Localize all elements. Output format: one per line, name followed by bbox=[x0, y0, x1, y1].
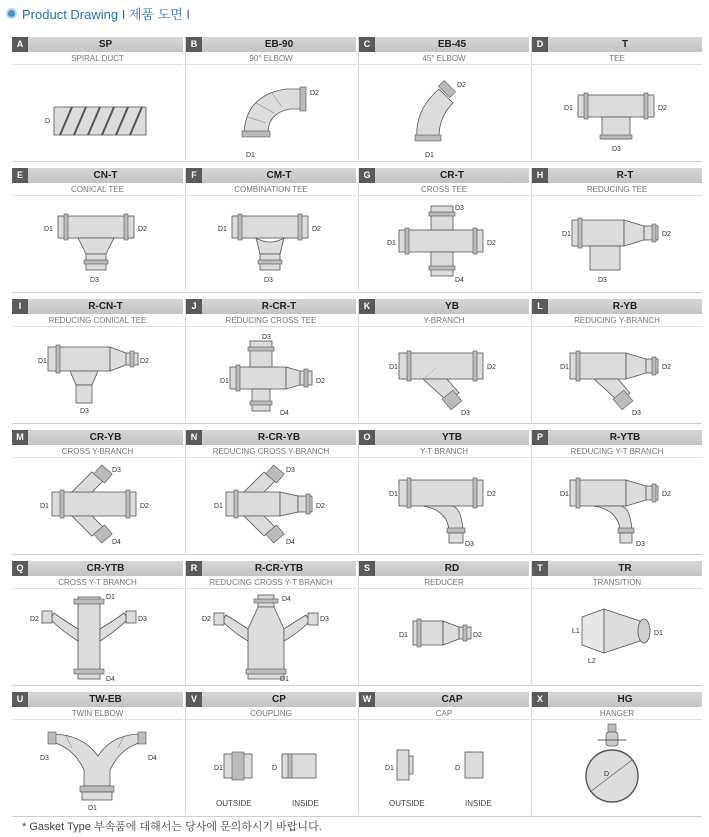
card-header bbox=[359, 299, 529, 314]
dim-label: D4 bbox=[455, 277, 464, 284]
card-subtitle: REDUCING CROSS TEE bbox=[186, 314, 356, 327]
card-header bbox=[359, 168, 529, 183]
product-card bbox=[185, 168, 356, 291]
card-header bbox=[186, 299, 356, 314]
card-code: R-CR-T bbox=[261, 301, 297, 312]
dim-label: D bbox=[455, 765, 461, 772]
drawing-svg bbox=[359, 196, 530, 291]
card-subtitle: REDUCING Y-T BRANCH bbox=[532, 445, 702, 458]
card-code: R-YB bbox=[612, 301, 638, 312]
dim-label: D2 bbox=[487, 240, 496, 247]
card-code: R-T bbox=[616, 170, 634, 181]
dim-label: D3 bbox=[40, 755, 49, 762]
caption-outside: OUTSIDE bbox=[216, 799, 252, 808]
card-subtitle: TRANSITION bbox=[532, 576, 702, 589]
card-letter: L bbox=[532, 299, 548, 314]
product-card bbox=[12, 430, 183, 553]
dim-label: D2 bbox=[662, 231, 671, 238]
dim-label: D3 bbox=[598, 277, 607, 284]
dim-label: D1 bbox=[389, 364, 398, 371]
card-subtitle: REDUCING CROSS Y-BRANCH bbox=[186, 445, 356, 458]
card-code: CR-YTB bbox=[86, 563, 125, 574]
product-card bbox=[12, 299, 183, 422]
dim-label: D2 bbox=[316, 503, 325, 510]
caption-inside: INSIDE bbox=[465, 799, 492, 808]
title-bullet-icon bbox=[6, 8, 17, 19]
product-row bbox=[12, 299, 702, 422]
card-subtitle: REDUCING TEE bbox=[532, 183, 702, 196]
card-code: CR-T bbox=[440, 170, 464, 181]
card-header bbox=[12, 692, 183, 707]
card-code: T bbox=[621, 39, 629, 50]
product-card bbox=[531, 430, 702, 553]
card-header bbox=[186, 168, 356, 183]
row-divider bbox=[12, 292, 702, 293]
dim-label: D3 bbox=[632, 410, 641, 417]
dim-label: D4 bbox=[280, 410, 289, 417]
drawing-svg bbox=[12, 196, 183, 291]
card-code: TW-EB bbox=[89, 694, 122, 705]
product-card bbox=[531, 168, 702, 291]
dim-label: D bbox=[45, 118, 51, 125]
card-letter: G bbox=[359, 168, 375, 183]
dim-label: L1 bbox=[572, 628, 580, 635]
dim-label: D3 bbox=[636, 541, 645, 548]
product-row bbox=[12, 37, 702, 160]
dim-label: D1 bbox=[214, 503, 223, 510]
card-subtitle: Y-T BRANCH bbox=[359, 445, 529, 458]
row-divider bbox=[12, 685, 702, 686]
card-subtitle: Y-BRANCH bbox=[359, 314, 529, 327]
card-subtitle: REDUCING CONICAL TEE bbox=[12, 314, 183, 327]
dim-label: D3 bbox=[138, 616, 147, 623]
drawing-svg bbox=[12, 65, 183, 160]
card-letter: T bbox=[532, 561, 548, 576]
product-drawing bbox=[12, 65, 183, 160]
drawing-svg bbox=[12, 458, 183, 553]
product-drawing bbox=[532, 196, 702, 291]
card-subtitle: REDUCER bbox=[359, 576, 529, 589]
product-row bbox=[12, 430, 702, 553]
card-letter: A bbox=[12, 37, 28, 52]
product-drawing bbox=[359, 65, 529, 160]
card-code: TR bbox=[618, 563, 632, 574]
product-drawing bbox=[12, 327, 183, 422]
product-drawing bbox=[359, 720, 529, 815]
product-card bbox=[12, 561, 183, 684]
card-code: CM-T bbox=[266, 170, 292, 181]
dim-label: D4 bbox=[286, 539, 295, 546]
dim-label: D2 bbox=[140, 503, 149, 510]
card-letter: D bbox=[532, 37, 548, 52]
dim-label: D3 bbox=[461, 410, 470, 417]
dim-label: D2 bbox=[138, 226, 147, 233]
card-subtitle: REDUCING Y-BRANCH bbox=[532, 314, 702, 327]
dim-label: D1 bbox=[564, 105, 573, 112]
dim-label: D2 bbox=[473, 632, 482, 639]
product-drawing bbox=[359, 458, 529, 553]
product-card bbox=[185, 692, 356, 815]
product-drawing bbox=[186, 720, 356, 815]
product-card bbox=[531, 561, 702, 684]
footer-note: * Gasket Type 부속품에 대해서는 당사에 문의하시기 바랍니다. bbox=[22, 821, 322, 833]
dim-label: D3 bbox=[112, 467, 121, 474]
card-header bbox=[359, 430, 529, 445]
dim-label: D4 bbox=[112, 539, 121, 546]
product-row bbox=[12, 561, 702, 684]
card-letter: P bbox=[532, 430, 548, 445]
product-card bbox=[531, 299, 702, 422]
caption-inside: INSIDE bbox=[292, 799, 319, 808]
card-letter: N bbox=[186, 430, 202, 445]
product-drawing bbox=[12, 458, 183, 553]
product-drawing bbox=[186, 196, 356, 291]
dim-label: D4 bbox=[282, 596, 291, 603]
product-card bbox=[185, 37, 356, 160]
card-letter: S bbox=[359, 561, 375, 576]
card-subtitle: SPIRAL DUCT bbox=[12, 52, 183, 65]
card-header bbox=[12, 430, 183, 445]
product-drawing bbox=[186, 327, 356, 422]
dim-label: D4 bbox=[148, 755, 157, 762]
card-header bbox=[186, 37, 356, 52]
dim-label: D2 bbox=[662, 491, 671, 498]
card-code: R-YTB bbox=[609, 432, 641, 443]
page-title bbox=[6, 4, 190, 22]
dim-label: D2 bbox=[662, 364, 671, 371]
dim-label: D1 bbox=[40, 503, 49, 510]
drawing-svg bbox=[532, 327, 703, 422]
dim-label: D1 bbox=[220, 378, 229, 385]
card-subtitle: CROSS Y-T BRANCH bbox=[12, 576, 183, 589]
card-header bbox=[532, 430, 702, 445]
card-letter: K bbox=[359, 299, 375, 314]
card-code: R-CR-YTB bbox=[254, 563, 304, 574]
drawing-svg bbox=[12, 720, 183, 815]
product-card bbox=[12, 37, 183, 160]
dim-label: D1 bbox=[562, 231, 571, 238]
card-subtitle: HANGER bbox=[532, 707, 702, 720]
card-letter: F bbox=[186, 168, 202, 183]
card-letter: R bbox=[186, 561, 202, 576]
drawing-svg bbox=[359, 720, 530, 815]
card-code: SP bbox=[98, 39, 113, 50]
product-drawing bbox=[359, 327, 529, 422]
card-code: R-CR-YB bbox=[257, 432, 301, 443]
card-header bbox=[12, 299, 183, 314]
drawing-svg bbox=[532, 720, 703, 815]
dim-label: D1 bbox=[389, 491, 398, 498]
caption-outside: OUTSIDE bbox=[389, 799, 425, 808]
card-header bbox=[359, 561, 529, 576]
product-card bbox=[12, 168, 183, 291]
dim-label: D2 bbox=[310, 90, 319, 97]
dim-label: D2 bbox=[30, 616, 39, 623]
row-divider bbox=[12, 554, 702, 555]
card-code: EB-45 bbox=[437, 39, 467, 50]
product-card bbox=[358, 299, 529, 422]
dim-label: D3 bbox=[262, 334, 271, 341]
card-letter: Q bbox=[12, 561, 28, 576]
card-header bbox=[359, 37, 529, 52]
card-subtitle: CAP bbox=[359, 707, 529, 720]
product-drawing bbox=[532, 327, 702, 422]
product-drawing bbox=[532, 458, 702, 553]
card-subtitle: CONICAL TEE bbox=[12, 183, 183, 196]
drawing-svg bbox=[186, 327, 357, 422]
product-row bbox=[12, 168, 702, 291]
drawing-svg bbox=[186, 65, 357, 160]
card-letter: C bbox=[359, 37, 375, 52]
card-letter: J bbox=[186, 299, 202, 314]
card-letter: O bbox=[359, 430, 375, 445]
card-header bbox=[532, 168, 702, 183]
drawing-svg bbox=[186, 196, 357, 291]
card-code: CN-T bbox=[93, 170, 118, 181]
dim-label: D1 bbox=[88, 805, 97, 812]
card-letter: W bbox=[359, 692, 375, 707]
card-header bbox=[532, 37, 702, 52]
card-code: YTB bbox=[442, 432, 462, 443]
card-header bbox=[12, 168, 183, 183]
dim-label: D2 bbox=[316, 378, 325, 385]
dim-label: D4 bbox=[106, 676, 115, 683]
row-divider bbox=[12, 816, 702, 817]
drawing-svg bbox=[359, 458, 530, 553]
dim-label: D2 bbox=[140, 358, 149, 365]
card-subtitle: TEE bbox=[532, 52, 702, 65]
dim-label: D1 bbox=[218, 226, 227, 233]
row-divider bbox=[12, 161, 702, 162]
card-letter: U bbox=[12, 692, 28, 707]
dim-label: D2 bbox=[658, 105, 667, 112]
dim-label: D1 bbox=[246, 152, 255, 159]
card-code: RD bbox=[444, 563, 460, 574]
dim-label: D1 bbox=[106, 594, 115, 601]
product-drawing bbox=[186, 65, 356, 160]
dim-label: D bbox=[272, 765, 278, 772]
product-card bbox=[358, 692, 529, 815]
dim-label: L2 bbox=[588, 658, 596, 665]
dim-label: D3 bbox=[286, 467, 295, 474]
drawing-svg bbox=[359, 327, 530, 422]
dim-label: D2 bbox=[457, 82, 466, 89]
drawing-svg bbox=[12, 589, 183, 684]
drawing-svg bbox=[359, 589, 530, 684]
card-letter: E bbox=[12, 168, 28, 183]
card-code: EB-90 bbox=[264, 39, 294, 50]
card-code: YB bbox=[445, 301, 459, 312]
dim-label: D1 bbox=[280, 676, 289, 683]
product-drawing bbox=[532, 589, 702, 684]
card-letter: M bbox=[12, 430, 28, 445]
card-header bbox=[532, 561, 702, 576]
product-card bbox=[358, 168, 529, 291]
card-subtitle: CROSS Y-BRANCH bbox=[12, 445, 183, 458]
dim-label: D1 bbox=[38, 358, 47, 365]
dim-label: D1 bbox=[214, 765, 223, 772]
product-drawing bbox=[12, 720, 183, 815]
dim-label: D3 bbox=[80, 408, 89, 415]
card-code: CR-YB bbox=[89, 432, 122, 443]
card-subtitle: TWIN ELBOW bbox=[12, 707, 183, 720]
card-header bbox=[12, 37, 183, 52]
card-subtitle: REDUCING CROSS Y-T BRANCH bbox=[186, 576, 356, 589]
product-card bbox=[531, 692, 702, 815]
card-letter: V bbox=[186, 692, 202, 707]
product-card bbox=[358, 37, 529, 160]
dim-label: D1 bbox=[560, 364, 569, 371]
page-title-text: Product Drawing I 제품 도면 I bbox=[22, 6, 191, 22]
product-card bbox=[531, 37, 702, 160]
dim-label: D3 bbox=[90, 277, 99, 284]
dim-label: D bbox=[604, 771, 610, 778]
card-subtitle: CROSS TEE bbox=[359, 183, 529, 196]
card-header bbox=[532, 692, 702, 707]
card-letter: B bbox=[186, 37, 202, 52]
dim-label: D1 bbox=[425, 152, 434, 159]
card-header bbox=[12, 561, 183, 576]
dim-label: D2 bbox=[202, 616, 211, 623]
product-card bbox=[185, 430, 356, 553]
drawing-svg bbox=[359, 65, 530, 160]
dim-label: D1 bbox=[44, 226, 53, 233]
card-code: CAP bbox=[441, 694, 463, 705]
product-card bbox=[358, 430, 529, 553]
card-letter: H bbox=[532, 168, 548, 183]
dim-label: D1 bbox=[387, 240, 396, 247]
card-subtitle: 45° ELBOW bbox=[359, 52, 529, 65]
product-drawing bbox=[532, 65, 702, 160]
dim-label: D2 bbox=[312, 226, 321, 233]
product-drawing bbox=[12, 589, 183, 684]
product-drawing bbox=[186, 458, 356, 553]
row-divider bbox=[12, 423, 702, 424]
card-code: CP bbox=[272, 694, 286, 705]
card-header bbox=[186, 561, 356, 576]
product-drawing bbox=[186, 589, 356, 684]
card-code: R-CN-T bbox=[88, 301, 123, 312]
card-subtitle: COUPLING bbox=[186, 707, 356, 720]
card-header bbox=[359, 692, 529, 707]
dim-label: D2 bbox=[487, 364, 496, 371]
product-drawing bbox=[359, 589, 529, 684]
drawing-svg bbox=[532, 65, 703, 160]
drawing-svg bbox=[186, 720, 357, 815]
drawing-svg bbox=[532, 589, 703, 684]
product-drawing bbox=[359, 196, 529, 291]
drawing-svg bbox=[186, 589, 357, 684]
product-drawing bbox=[532, 720, 702, 815]
card-header bbox=[532, 299, 702, 314]
card-header bbox=[186, 430, 356, 445]
dim-label: D1 bbox=[385, 765, 394, 772]
product-card bbox=[358, 561, 529, 684]
card-letter: X bbox=[532, 692, 548, 707]
dim-label: D3 bbox=[612, 146, 621, 153]
dim-label: D1 bbox=[654, 630, 663, 637]
drawing-svg bbox=[532, 458, 703, 553]
card-subtitle: COMBINATION TEE bbox=[186, 183, 356, 196]
product-drawing bbox=[12, 196, 183, 291]
card-subtitle: 90° ELBOW bbox=[186, 52, 356, 65]
dim-label: D3 bbox=[320, 616, 329, 623]
product-row bbox=[12, 692, 702, 815]
card-letter: I bbox=[12, 299, 28, 314]
product-card bbox=[12, 692, 183, 815]
product-card bbox=[185, 299, 356, 422]
dim-label: D2 bbox=[487, 491, 496, 498]
card-header bbox=[186, 692, 356, 707]
dim-label: D3 bbox=[455, 205, 464, 212]
card-code: HG bbox=[617, 694, 633, 705]
drawing-svg bbox=[186, 458, 357, 553]
dim-label: D3 bbox=[465, 541, 474, 548]
dim-label: D1 bbox=[399, 632, 408, 639]
drawing-svg bbox=[532, 196, 703, 291]
drawing-svg bbox=[12, 327, 183, 422]
dim-label: D3 bbox=[264, 277, 273, 284]
dim-label: D1 bbox=[560, 491, 569, 498]
product-card bbox=[185, 561, 356, 684]
